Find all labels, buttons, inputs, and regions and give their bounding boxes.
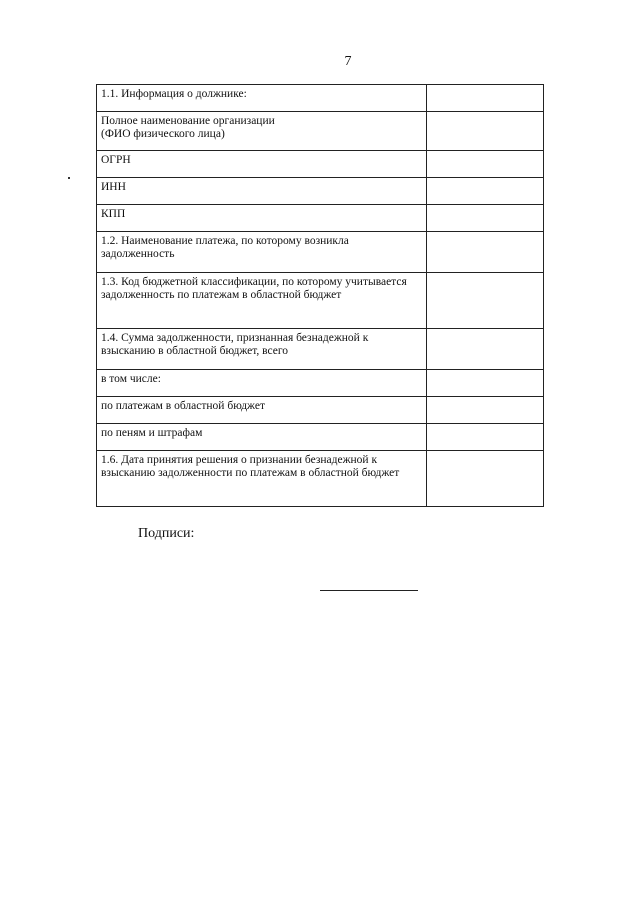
table-row — [97, 370, 544, 397]
signature-line — [320, 590, 418, 591]
table-row — [97, 397, 544, 424]
row-label-organization-name: Полное наименование организации (ФИО физического лица) — [97, 112, 427, 151]
row-label-budget-payments: по платежам в областной бюджет — [97, 397, 427, 424]
row-label-kpp: КПП — [97, 205, 427, 232]
row-value-payment-name — [427, 232, 544, 273]
row-value-budget-code — [427, 273, 544, 329]
row-label-including: в том числе: — [97, 370, 427, 397]
row-label-debtor-info: 1.1. Информация о должнике: — [97, 85, 427, 112]
table-row — [97, 329, 544, 370]
table-row — [97, 112, 544, 151]
row-value-debtor-info — [427, 85, 544, 112]
table-row — [97, 151, 544, 178]
row-label-budget-code: 1.3. Код бюджетной классификации, по которому учитывается задолженность по платежам в областной бюджет — [97, 273, 427, 329]
row-label-payment-name: 1.2. Наименование платежа, по которому возникла задолженность — [97, 232, 427, 273]
table-row — [97, 85, 544, 112]
row-value-including — [427, 370, 544, 397]
table-row — [97, 451, 544, 507]
page-number: 7 — [344, 54, 352, 69]
table-row — [97, 205, 544, 232]
scan-speck — [68, 177, 70, 179]
row-label-ogrn: ОГРН — [97, 151, 427, 178]
row-value-inn — [427, 178, 544, 205]
table-row — [97, 273, 544, 329]
row-label-decision-date: 1.6. Дата принятия решения о признании безнадежной к взысканию задолженности по платежам в областной бюджет — [97, 451, 427, 507]
row-label-inn: ИНН — [97, 178, 427, 205]
row-value-organization-name — [427, 112, 544, 151]
table-row — [97, 424, 544, 451]
table-row — [97, 232, 544, 273]
row-label-debt-amount: 1.4. Сумма задолженности, признанная безнадежной к взысканию в областной бюджет, всего — [97, 329, 427, 370]
table-row — [97, 178, 544, 205]
row-label-penalties: по пеням и штрафам — [97, 424, 427, 451]
row-value-decision-date — [427, 451, 544, 507]
row-value-debt-amount — [427, 329, 544, 370]
row-value-kpp — [427, 205, 544, 232]
row-value-ogrn — [427, 151, 544, 178]
row-value-budget-payments — [427, 397, 544, 424]
signatures-label: Подписи: — [138, 526, 195, 541]
debtor-info-table — [96, 84, 544, 507]
row-value-penalties — [427, 424, 544, 451]
